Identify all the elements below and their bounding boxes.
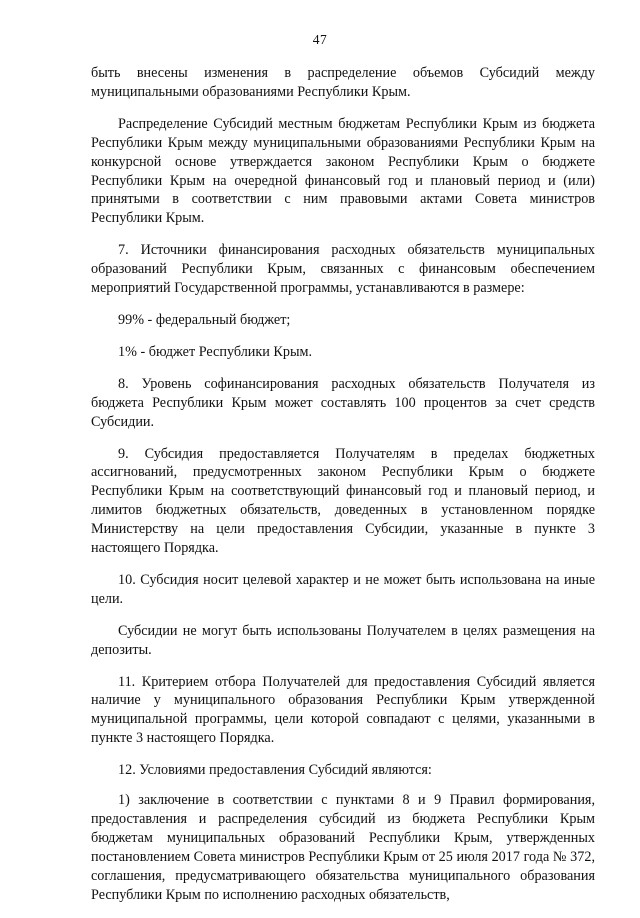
document-body	[91, 64, 595, 918]
paragraph-item-12: 12. Условиями предоставления Субсидий являются:	[118, 762, 432, 779]
paragraph-item-10: 10. Субсидия носит целевой характер и не может быть использована на иные цели.	[91, 571, 595, 607]
paragraph-federal-budget-share: 99% - федеральный бюджет;	[118, 311, 291, 328]
paragraph-item-7: 7. Источники финансирования расходных обязательств муниципальных образований Республики Крым, связанных с финансовым обеспечением мероприятий Государственной программы, устанавливаются в размере:	[91, 242, 595, 297]
paragraph-item-8: 8. Уровень софинансирования расходных обязательств Получателя из бюджета Республики Крым может составлять 100 процентов за счет средств Субсидии.	[91, 375, 595, 430]
paragraph-item-9: 9. Субсидия предоставляется Получателям в пределах бюджетных ассигнований, предусмотренных законом Республики Крым о бюджете Республики Крым на соответствующий финансовый год и плановый период, и лимитов бюджетных обязательств, доведенных в установленном порядке Министерству на цели предоставления Субсидии, указанные в пункте 3 настоящего Порядка.	[91, 445, 595, 557]
page-number: 47	[312, 32, 328, 47]
paragraph-deposits: Субсидии не могут быть использованы Получателем в целях размещения на депозиты.	[91, 622, 595, 658]
paragraph-crimea-budget-share: 1% - бюджет Республики Крым.	[118, 343, 313, 360]
paragraph-item-11: 11. Критерием отбора Получателей для предоставления Субсидий является наличие у муниципального образования Республики Крым утвержденной муниципальной программы, цели которой совпадают с целями, указанными в пункте 3 настоящего Порядка.	[91, 673, 595, 747]
paragraph-continuation: быть внесены изменения в распределение объемов Субсидий между муниципальными образованиями Республики Крым.	[91, 65, 595, 100]
paragraph-subsidy-distribution: Распределение Субсидий местным бюджетам Республики Крым из бюджета Республики Крым между муниципальными образованиями Республики Крым на конкурсной основе утверждается законом Республики Крым о бюджете Республики Крым на очередной финансовый год и плановый период и (или) принятыми в соответствии с ним правовыми актами Совета министров Республики Крым.	[91, 115, 595, 227]
paragraph-item-12-1: 1) заключение в соответствии с пунктами 8 и 9 Правил формирования, предоставления и распределения субсидий из бюджета Республики Крым бюджетам муниципальных образований Республики Крым, утвержденных постановлением Совета министров Республики Крым от 25 июля 2017 года № 372, соглашения, предусматривающего обязательства муниципального образования Республики Крым по исполнению расходных обязательств,	[91, 792, 595, 903]
